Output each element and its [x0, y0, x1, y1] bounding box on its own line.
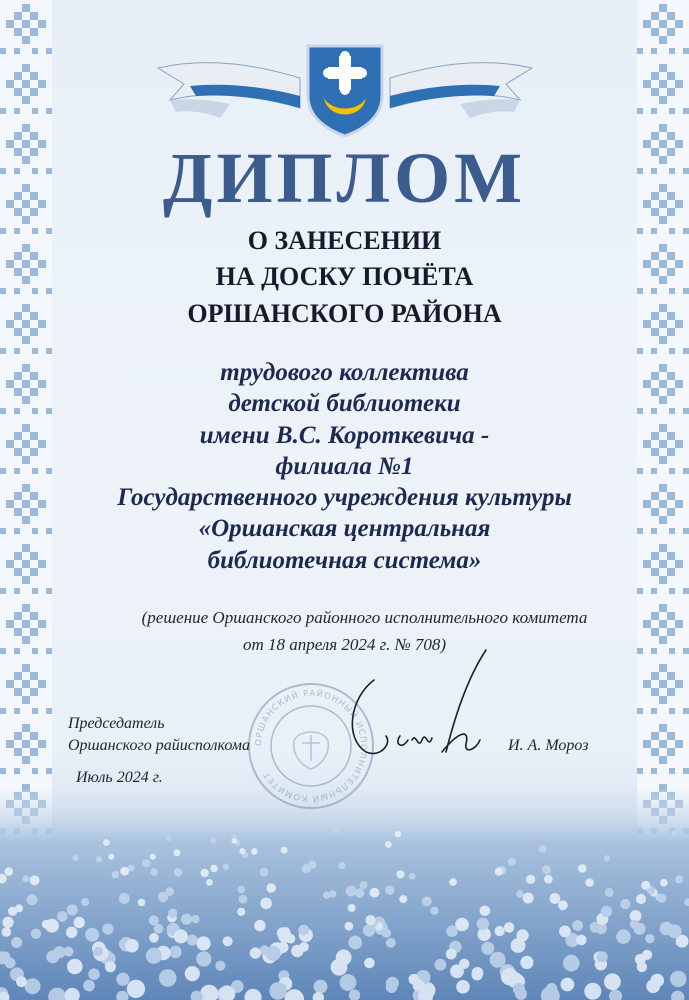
signatory-role-line-2: Оршанского райисполкома: [68, 737, 250, 754]
recipient-line: трудового коллектива: [220, 359, 469, 386]
handwritten-signature: [346, 640, 496, 770]
stamp-text: ОРШАНСКИЙ РАЙОННЫЙ ИСПОЛНИТЕЛЬНЫЙ КОМИТЕТ: [253, 688, 369, 804]
orsha-coat-of-arms: [150, 38, 540, 138]
signatory-name: И. А. Мороз: [508, 737, 589, 754]
decision-line-1: (решение Оршанского районного исполнительного комитета: [141, 608, 588, 627]
diploma-title: ДИПЛОМ: [162, 138, 527, 218]
flax-field-image: [0, 790, 689, 1000]
recipient-block: [0, 357, 689, 576]
recipient-line: детской библиотеки: [228, 390, 461, 418]
signatory-role-line-1: Председатель: [68, 715, 165, 732]
recipient-line: библиотечная система»: [207, 546, 482, 574]
subtitle-line-2: НА ДОСКУ ПОЧЁТА: [215, 262, 474, 291]
subtitle-line-3: ОРШАНСКОГО РАЙОНА: [187, 299, 502, 328]
recipient-line: имени В.С. Короткевича -: [199, 421, 490, 449]
recipient-line: Государственного учреждения культуры: [117, 484, 572, 512]
recipient-line: «Оршанская центральная: [198, 515, 491, 543]
issue-date: Июль 2024 г.: [76, 769, 163, 786]
subtitle-line-1: О ЗАНЕСЕНИИ: [247, 226, 442, 255]
recipient-line: филиала №1: [275, 452, 414, 480]
decision-line-2: от 18 апреля 2024 г. № 708): [242, 635, 447, 654]
